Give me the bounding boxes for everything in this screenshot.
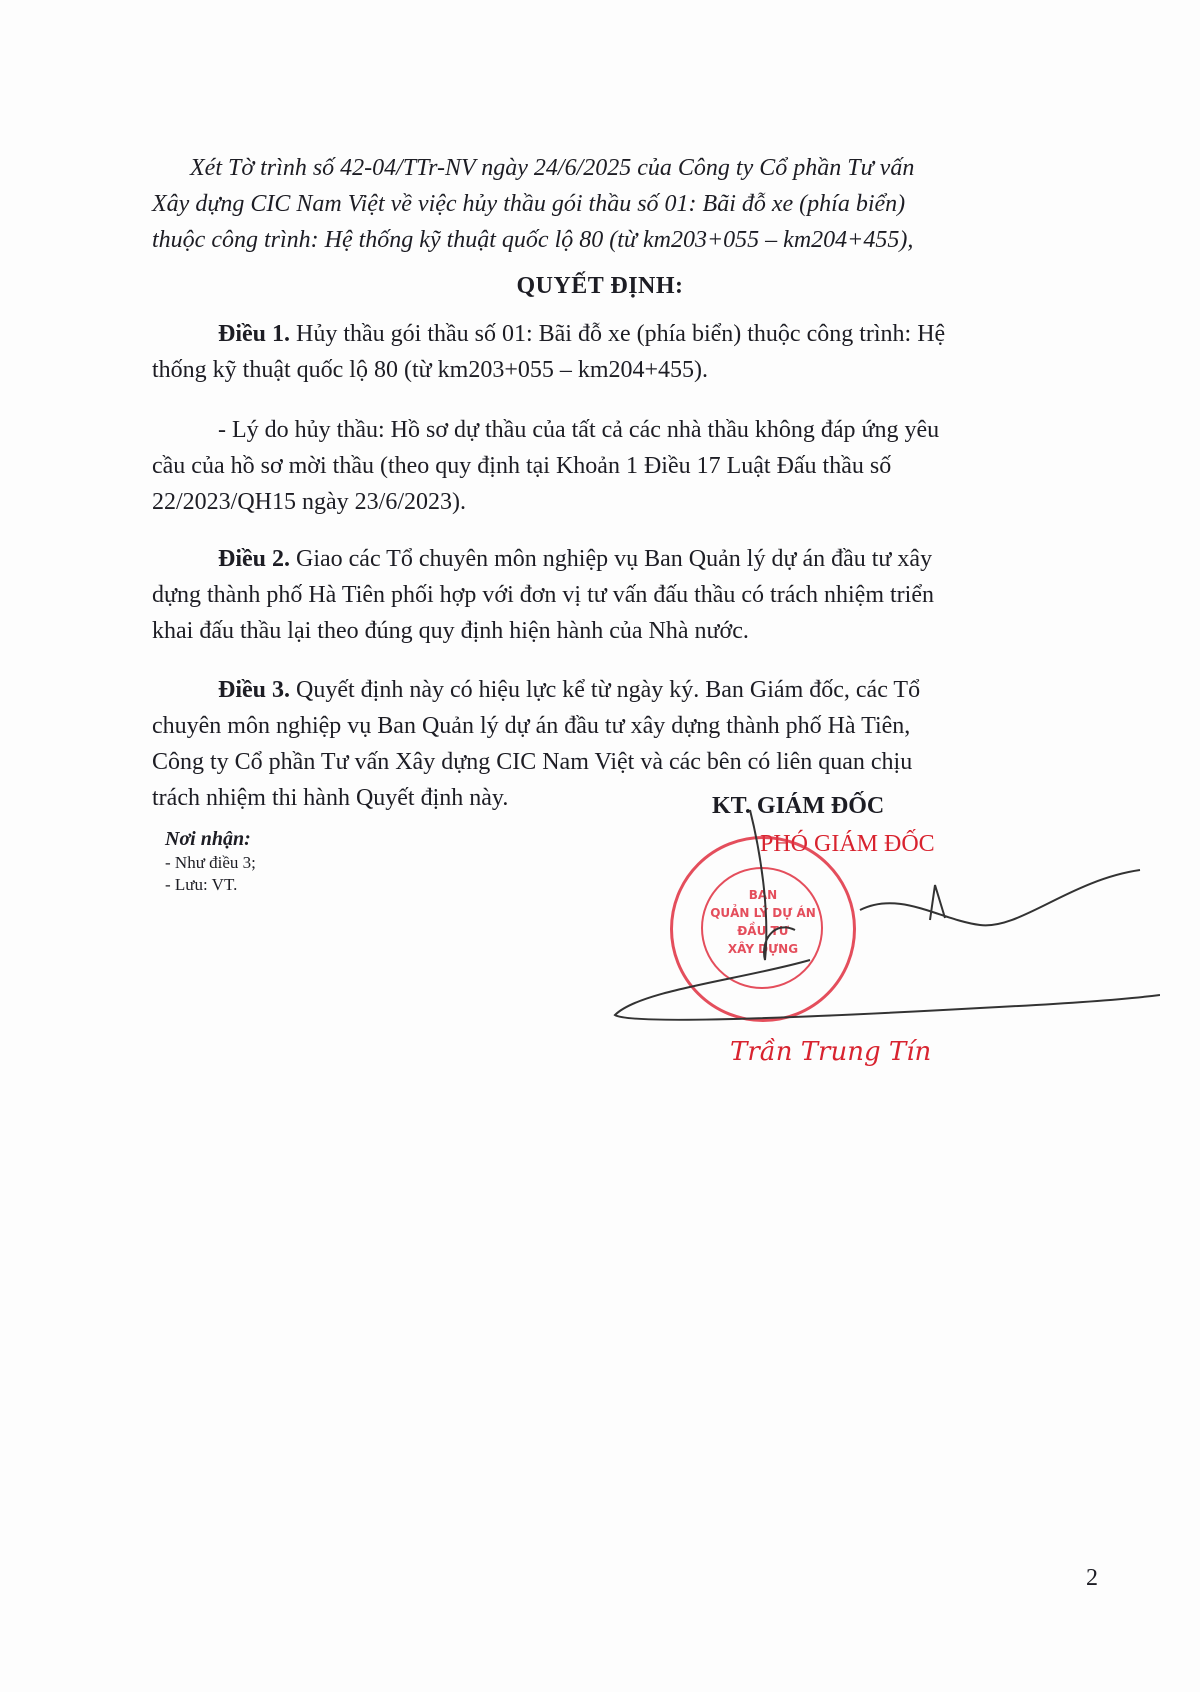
page-number: 2	[1086, 1565, 1098, 1591]
signature-on-behalf: KT. GIÁM ĐỐC	[712, 793, 885, 819]
article-2-line-2: dựng thành phố Hà Tiên phối hợp với đơn vị tư vấn đấu thầu có trách nhiệm triển	[152, 582, 934, 608]
article-1-text: Hủy thầu gói thầu số 01: Bãi đỗ xe (phía biển) thuộc công trình: Hệ	[290, 321, 946, 347]
reason-line-1: - Lý do hủy thầu: Hồ sơ dự thầu của tất cả các nhà thầu không đáp ứng yêu	[218, 417, 940, 443]
article-2	[218, 543, 932, 575]
signer-name: Trần Trung Tín	[730, 1037, 932, 1067]
article-1-label: Điều 1.	[218, 321, 290, 347]
recipient-item-1: - Như điều 3;	[165, 853, 256, 872]
recipient-item-2: - Lưu: VT.	[165, 875, 238, 894]
article-2-line-3: khai đấu thầu lại theo đúng quy định hiện hành của Nhà nước.	[152, 618, 749, 644]
article-2-text: Giao các Tổ chuyên môn nghiệp vụ Ban Quản lý dự án đầu tư xây	[290, 546, 933, 572]
article-3-text: Quyết định này có hiệu lực kể từ ngày ký. Ban Giám đốc, các Tổ	[290, 677, 921, 703]
article-3-label: Điều 3.	[218, 677, 290, 703]
article-1-line-2: thống kỹ thuật quốc lộ 80 (từ km203+055 – km204+455).	[152, 357, 709, 383]
handwritten-signature-icon	[600, 790, 1160, 1050]
article-2-label: Điều 2.	[218, 546, 290, 572]
recipients-title: Nơi nhận:	[165, 828, 251, 850]
article-3-line-3: Công ty Cổ phần Tư vấn Xây dựng CIC Nam Việt và các bên có liên quan chịu	[152, 749, 913, 775]
article-3-line-4: trách nhiệm thi hành Quyết định này.	[152, 785, 509, 811]
article-3	[218, 674, 920, 706]
seal-line-2: QUẢN LÝ DỰ ÁN	[710, 906, 816, 920]
preamble-line-1: Xét Tờ trình số 42-04/TTr-NV ngày 24/6/2025 của Công ty Cổ phần Tư vấn	[190, 155, 915, 181]
article-1	[218, 318, 945, 350]
reason-line-2: cầu của hồ sơ mời thầu (theo quy định tại Khoản 1 Điều 17 Luật Đấu thầu số	[152, 453, 892, 479]
decision-heading: QUYẾT ĐỊNH:	[516, 273, 684, 299]
preamble-line-2: Xây dựng CIC Nam Việt về việc hủy thầu gói thầu số 01: Bãi đỗ xe (phía biển)	[152, 191, 906, 217]
seal-line-4: XÂY DỰNG	[727, 942, 799, 956]
signature-position: PHÓ GIÁM ĐỐC	[760, 831, 935, 857]
reason-line-3: 22/2023/QH15 ngày 23/6/2023).	[152, 489, 466, 515]
preamble-line-3: thuộc công trình: Hệ thống kỹ thuật quốc lộ 80 (từ km203+055 – km204+455),	[152, 227, 914, 253]
seal-line-1: BAN	[748, 888, 778, 902]
article-3-line-2: chuyên môn nghiệp vụ Ban Quản lý dự án đầu tư xây dựng thành phố Hà Tiên,	[152, 713, 911, 739]
seal-line-3: ĐẦU TƯ	[737, 924, 789, 938]
